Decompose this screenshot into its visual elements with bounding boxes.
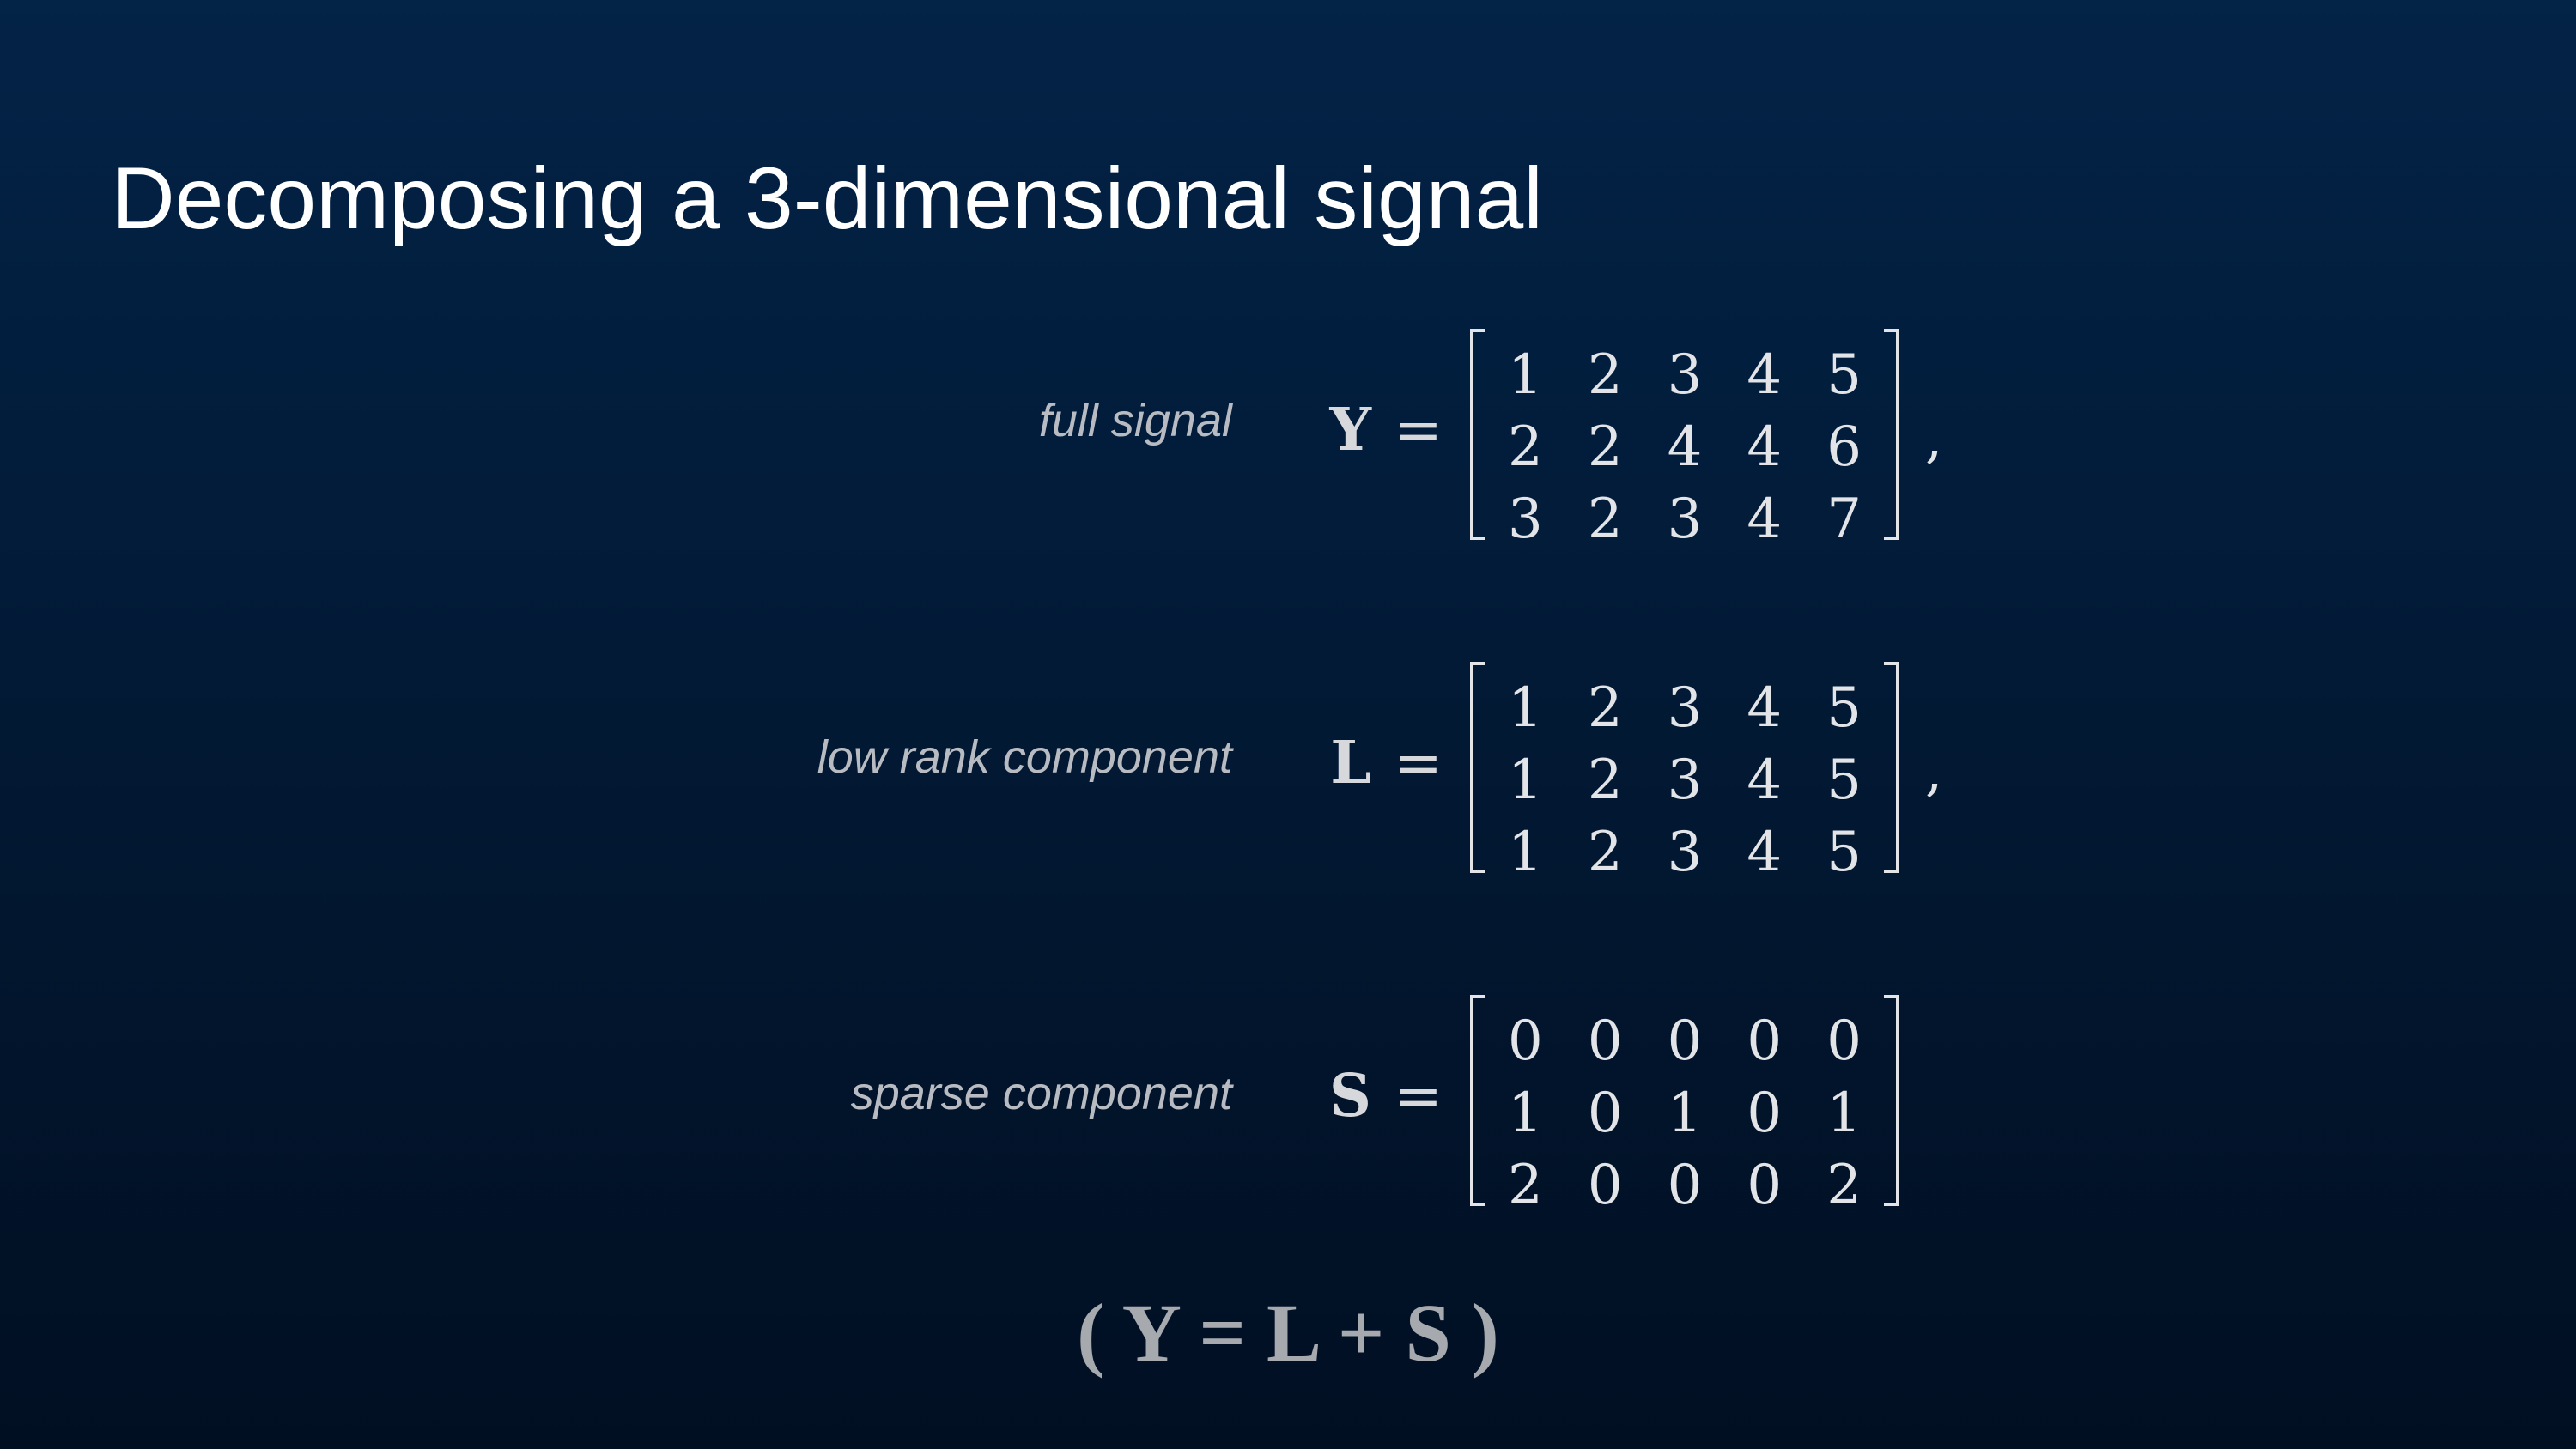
equation-row-low-rank: [0, 662, 2576, 885]
matrix-cell: 1: [1508, 676, 1543, 740]
matrix-cell: 5: [1826, 821, 1862, 884]
decomposition-summary: ( Y = L + S ): [1077, 1287, 1499, 1379]
matrix-cell: 0: [1747, 1082, 1783, 1145]
matrix-cell: 3: [1667, 749, 1703, 812]
matrix-cell: 1: [1508, 821, 1543, 884]
trailing-comma: ,: [1925, 407, 1943, 470]
right-bracket: [1884, 995, 1899, 1206]
matrix-cell: 5: [1826, 749, 1862, 812]
matrix-cell: 2: [1826, 1154, 1862, 1217]
matrix-cell: 3: [1667, 676, 1703, 740]
matrix-cell: 3: [1667, 821, 1703, 884]
matrix-cell: 2: [1587, 821, 1623, 884]
matrix-cell: 0: [1587, 1082, 1623, 1145]
matrix-cell: 2: [1587, 488, 1623, 551]
matrix-s: [1470, 995, 1899, 1217]
equation-lhs: [1329, 396, 1443, 464]
matrix-cell: 1: [1508, 1082, 1543, 1145]
row-label: full signal: [1038, 395, 1232, 446]
matrix-cell: 0: [1747, 1154, 1783, 1217]
row-label: low rank component: [817, 731, 1232, 783]
right-bracket: [1884, 662, 1899, 873]
left-bracket: [1470, 662, 1485, 873]
equation-row-sparse: [0, 995, 2576, 1218]
matrix-cell: 5: [1826, 676, 1862, 740]
matrix-cell: 6: [1826, 415, 1862, 479]
right-bracket: [1884, 329, 1899, 540]
matrix-l: [1470, 662, 1899, 884]
matrix-cell: 4: [1747, 749, 1783, 812]
trailing-comma: ,: [1925, 740, 1943, 803]
matrix-cell: 4: [1747, 676, 1783, 740]
matrix-symbol: S: [1328, 1062, 1372, 1131]
equation-lhs: [1330, 729, 1443, 797]
matrix-cell: 0: [1667, 1154, 1703, 1217]
matrix-cell: 2: [1587, 343, 1623, 407]
matrix-cell: 3: [1508, 488, 1543, 551]
equals-sign: =: [1394, 397, 1443, 464]
matrix-cell: 4: [1747, 415, 1783, 479]
row-label: sparse component: [850, 1068, 1232, 1119]
matrix-cell: 2: [1587, 749, 1623, 812]
equation-row-full-signal: [0, 329, 2576, 552]
matrix-cell: 0: [1587, 1009, 1623, 1073]
matrix-cell: 4: [1747, 488, 1783, 551]
matrix-cells: [1485, 1005, 1884, 1222]
matrix-cells: [1485, 672, 1884, 888]
matrix-cell: 2: [1508, 1154, 1543, 1217]
equals-sign: =: [1394, 730, 1443, 797]
matrix-cell: 7: [1826, 488, 1862, 551]
left-bracket: [1470, 329, 1485, 540]
matrix-symbol: Y: [1329, 396, 1372, 464]
matrix-cell: 1: [1826, 1082, 1862, 1145]
matrix-cell: 3: [1667, 488, 1703, 551]
matrix-cell: 2: [1508, 415, 1543, 479]
matrix-y: [1470, 329, 1899, 551]
matrix-cell: 4: [1747, 343, 1783, 407]
matrix-cell: 0: [1587, 1154, 1623, 1217]
equals-sign: =: [1394, 1063, 1443, 1131]
matrix-cell: 2: [1587, 676, 1623, 740]
matrix-cell: 0: [1508, 1009, 1543, 1073]
matrix-cell: 0: [1826, 1009, 1862, 1073]
matrix-cell: 1: [1667, 1082, 1703, 1145]
left-bracket: [1470, 995, 1485, 1206]
matrix-cell: 1: [1508, 749, 1543, 812]
matrix-cell: 3: [1667, 343, 1703, 407]
equation-lhs: [1328, 1062, 1443, 1131]
matrix-cell: 2: [1587, 415, 1623, 479]
matrix-cell: 1: [1508, 343, 1543, 407]
slide-title: Decomposing a 3-dimensional signal: [112, 149, 1543, 247]
matrix-symbol: L: [1330, 729, 1372, 797]
matrix-cell: 4: [1667, 415, 1703, 479]
matrix-cell: 0: [1747, 1009, 1783, 1073]
matrix-cell: 5: [1826, 343, 1862, 407]
matrix-cells: [1485, 339, 1884, 555]
matrix-cell: 0: [1667, 1009, 1703, 1073]
matrix-cell: 4: [1747, 821, 1783, 884]
